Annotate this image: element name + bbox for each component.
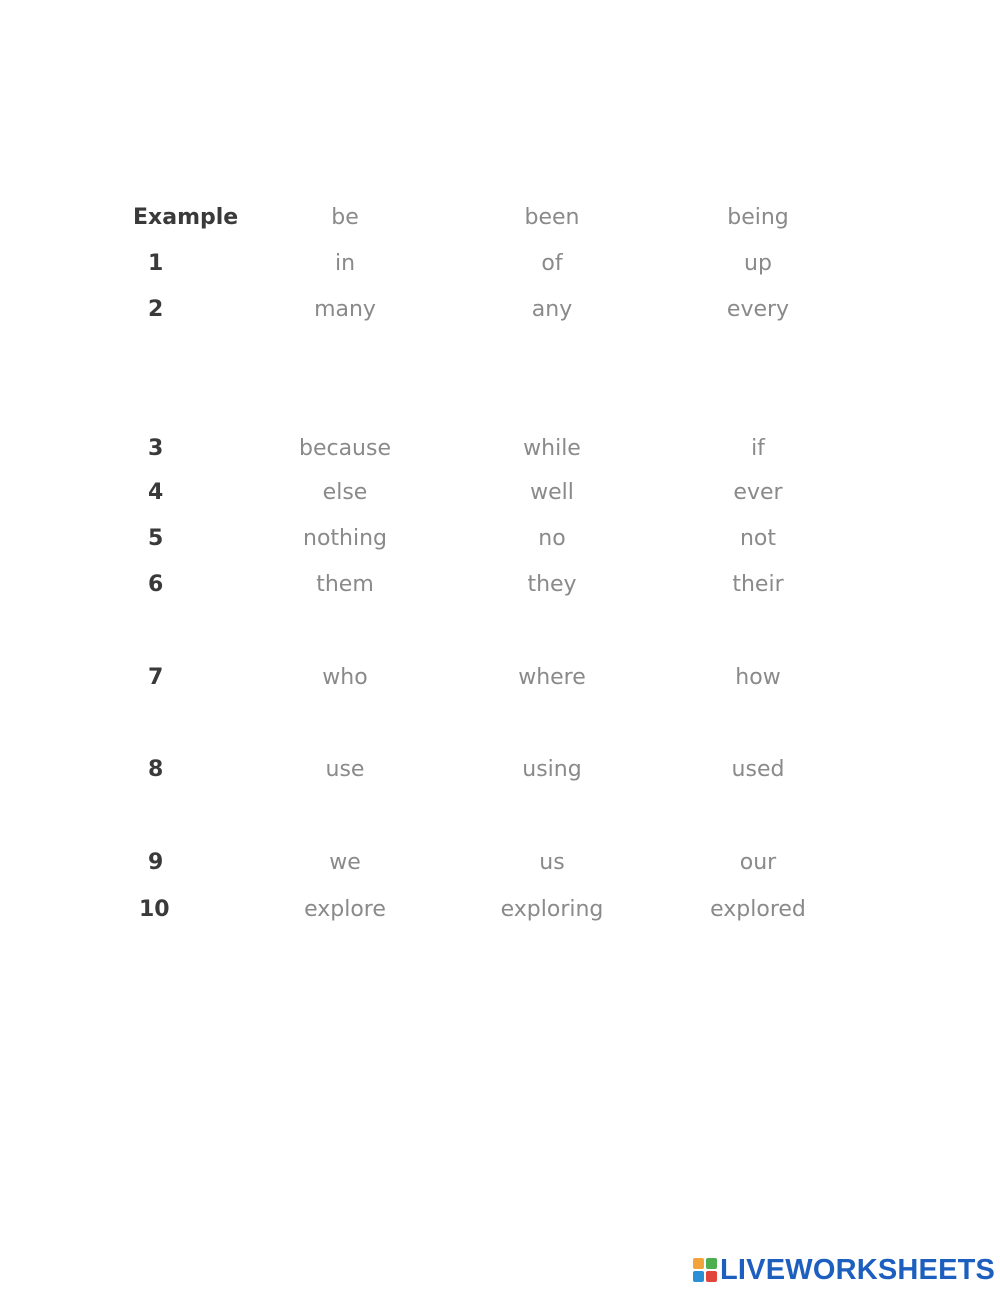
table-row — [0, 890, 1000, 930]
row-label: 4 — [148, 480, 164, 505]
row-label: 5 — [148, 526, 164, 551]
word-option[interactable]: use — [325, 757, 365, 782]
word-option[interactable]: in — [334, 251, 356, 276]
word-option[interactable]: many — [314, 297, 376, 322]
table-row — [0, 198, 1000, 238]
word-option[interactable]: us — [539, 850, 565, 875]
table-row — [0, 565, 1000, 605]
word-option[interactable]: no — [538, 526, 566, 551]
word-option[interactable]: been — [524, 205, 580, 230]
row-label: 1 — [148, 251, 164, 276]
word-option[interactable]: they — [527, 572, 577, 597]
row-label: 10 — [139, 897, 170, 922]
word-option[interactable]: any — [531, 297, 573, 322]
word-option[interactable]: explore — [304, 897, 386, 922]
word-option[interactable]: used — [731, 757, 785, 782]
word-option[interactable]: while — [523, 436, 581, 461]
word-option[interactable]: them — [316, 572, 374, 597]
liveworksheets-logo-icon — [693, 1258, 717, 1282]
word-option[interactable]: every — [726, 297, 790, 322]
table-row — [0, 843, 1000, 883]
row-label: Example — [133, 205, 239, 230]
table-row — [0, 290, 1000, 330]
table-row — [0, 244, 1000, 284]
logo-square-blue — [693, 1271, 704, 1282]
table-row — [0, 519, 1000, 559]
word-option[interactable]: we — [329, 850, 361, 875]
row-label: 2 — [148, 297, 164, 322]
word-option[interactable]: explored — [710, 897, 806, 922]
table-row — [0, 658, 1000, 698]
word-option[interactable]: how — [735, 665, 781, 690]
row-label: 9 — [148, 850, 164, 875]
word-option[interactable]: our — [739, 850, 777, 875]
word-option[interactable]: because — [298, 436, 392, 461]
row-label: 6 — [148, 572, 164, 597]
row-label: 3 — [148, 436, 164, 461]
logo-square-orange — [693, 1258, 704, 1269]
word-option[interactable]: their — [732, 572, 784, 597]
logo-square-green — [706, 1258, 717, 1269]
logo-square-red — [706, 1271, 717, 1282]
word-option[interactable]: who — [322, 665, 368, 690]
word-option[interactable]: where — [518, 665, 586, 690]
table-row — [0, 473, 1000, 513]
row-label: 8 — [148, 757, 164, 782]
word-option[interactable]: up — [744, 251, 772, 276]
word-option[interactable]: be — [331, 205, 359, 230]
logo-text: LIVEWORKSHEETS — [720, 1253, 996, 1286]
word-option[interactable]: using — [522, 757, 582, 782]
word-option[interactable]: nothing — [303, 526, 387, 551]
word-option[interactable]: else — [322, 480, 368, 505]
word-option[interactable]: if — [751, 436, 765, 461]
word-option[interactable]: being — [727, 205, 789, 230]
word-option[interactable]: not — [739, 526, 777, 551]
word-option[interactable]: of — [541, 251, 563, 276]
table-row — [0, 429, 1000, 469]
table-row — [0, 750, 1000, 790]
word-option[interactable]: ever — [733, 480, 783, 505]
word-option[interactable]: well — [530, 480, 574, 505]
liveworksheets-logo — [693, 1252, 995, 1288]
row-label: 7 — [148, 665, 164, 690]
word-option[interactable]: exploring — [500, 897, 604, 922]
